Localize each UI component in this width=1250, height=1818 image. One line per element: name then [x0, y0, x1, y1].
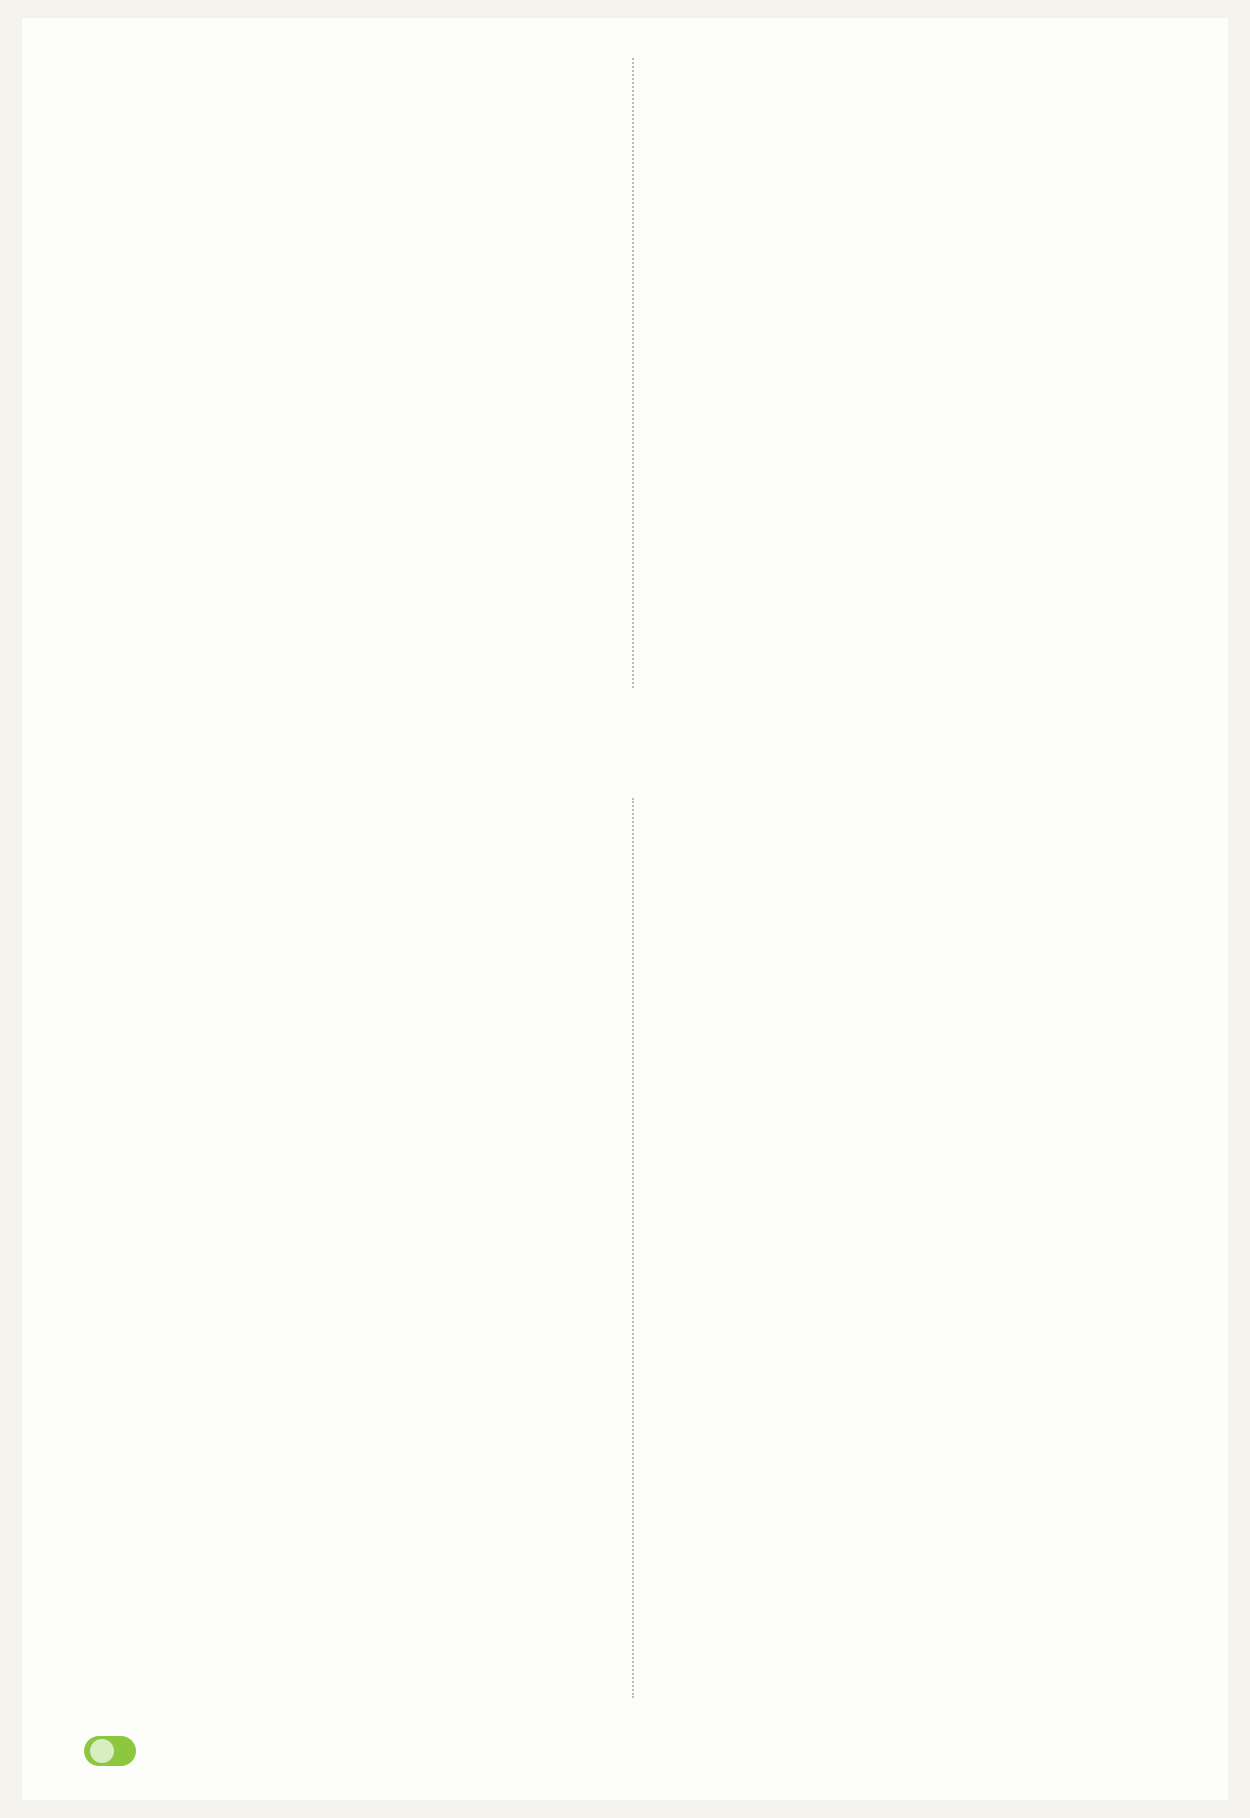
answer-row: [88, 897, 620, 934]
answer-item: [196, 792, 204, 816]
answer-item: [118, 866, 126, 890]
answer-row: [88, 823, 620, 860]
answer-item: [92, 903, 100, 927]
answer-item: [118, 792, 126, 816]
answer-explanation: [92, 120, 612, 157]
answer-item: [92, 829, 100, 853]
answer-row: [88, 860, 620, 897]
page-badge: [84, 1736, 136, 1766]
answer-explanation: [92, 83, 612, 120]
page-footer: [84, 1734, 242, 1768]
column-divider-top: [632, 58, 634, 688]
column-divider-bottom: [632, 798, 634, 1698]
answer-item: [144, 829, 152, 853]
bottom-right-column: [650, 778, 1210, 792]
answer-row: [88, 786, 620, 823]
bottom-left-column: [70, 778, 620, 977]
answer-item: [118, 829, 126, 853]
answer-item: [92, 792, 100, 816]
answer-explanation: [92, 46, 612, 83]
page-sheet: [22, 18, 1228, 1800]
top-left-column: [92, 46, 612, 194]
answer-item: [170, 829, 178, 853]
answer-explanation: [92, 157, 612, 194]
answer-item: [170, 792, 178, 816]
edition-letter: [90, 1739, 114, 1763]
answer-item: [118, 940, 126, 964]
answer-row: [88, 934, 620, 971]
answer-item: [144, 792, 152, 816]
